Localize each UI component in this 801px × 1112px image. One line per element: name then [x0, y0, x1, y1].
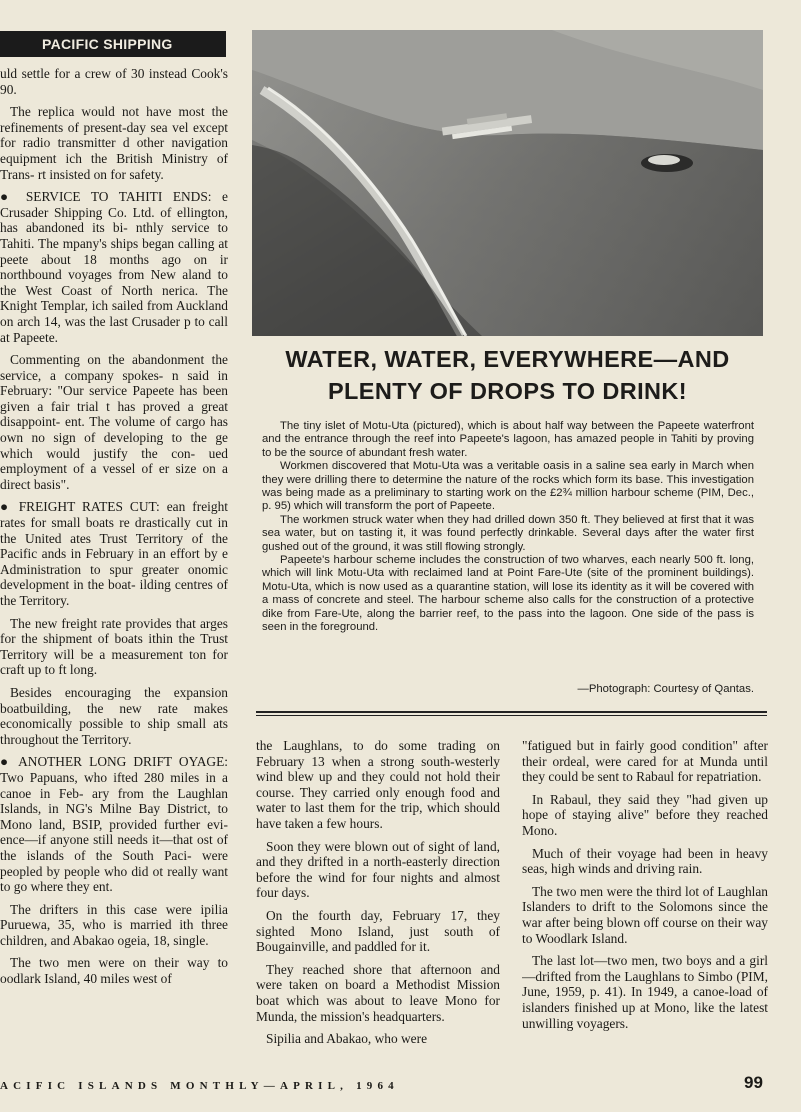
left-paragraph: Commenting on the abandonment the service, a company spokes- n said in February: "Our service Papeete has been given a fair trial t has proved a great disappoint- ent. The volume of cargo has own no sign of developing to the ge which would justify the con- ued employment of a vessel of er size on a direct basis".: [0, 352, 228, 492]
caption-paragraph: The tiny islet of Motu-Uta (pictured), which is about half way between the Papeete waterfront and the entrance through the reef into Papeete's lagoon, has amazed people in Tahiti by proving to be the source of abundant fresh water.: [262, 420, 754, 459]
middle-paragraph: Soon they were blown out of sight of land, and they drifted in a north-easterly direction before the wind for four nights and almost four days.: [256, 838, 500, 901]
aerial-photo-image: [252, 30, 763, 336]
caption-paragraph: Papeete's harbour scheme includes the construction of two wharves, each nearly 500 ft. long, which will link Motu-Uta with reclaimed land at Point Fare-Ute (site of the prominent buildings). Motu-Uta, which is now used as a quarantine station, will lose its identity as it will be covered with a mass of concrete and steel. The harbour scheme also calls for the construction of a protective dike from Fare-Ute, along the barrier reef, to the pass into the lagoon. One side of the pass is seen in the foreground.: [262, 554, 754, 634]
left-paragraph: The two men were on their way to oodlark Island, 40 miles west of: [0, 955, 228, 987]
left-paragraph: The new freight rate provides that arges for the shipment of boats ithin the Trust Territory will be a measurement ton for craft up to ft long.: [0, 615, 228, 678]
caption-paragraph: The workmen struck water when they had drilled down 350 ft. They believed at first that it was sea water, but on tasting it, it was found perfectly drinkable. Several days after the water first gushed out of the ground, it was still flowing strongly.: [262, 513, 754, 553]
divider-rule: [256, 711, 767, 713]
right-paragraph: The last lot—two men, two boys and a girl—drifted from the Laughlans to Simbo (PIM, June, 1959, p. 41). In 1949, a canoe-load of islanders finished up at Mono, like the latest unwilling voyagers.: [522, 953, 768, 1031]
page-number: 99: [744, 1073, 763, 1092]
right-paragraph: "fatigued but in fairly good condition" after their ordeal, were cared for at Munda until they could be sent to Rabaul for repatriation.: [522, 738, 768, 785]
middle-paragraph: On the fourth day, February 17, they sighted Mono Island, just south of Bougainville, and paddled for it.: [256, 907, 500, 955]
right-paragraph: Much of their voyage had been in heavy seas, high winds and driving rain.: [522, 845, 768, 877]
photo-caption: [262, 420, 754, 635]
left-column: [0, 66, 228, 1074]
left-paragraph: The replica would not have most the refinements of present-day sea vel except for radio transmitter d other navigation equipment ich the British Ministry of Trans- rt insisted on for safety.: [0, 104, 228, 182]
headline-line: WATER, WATER, EVERYWHERE—AND: [285, 346, 730, 372]
middle-paragraph: Sipilia and Abakao, who were: [266, 1031, 428, 1047]
left-paragraph: ● SERVICE TO TAHITI ENDS: e Crusader Shipping Co. Ltd. of ellington, has abandoned its bi- nthly service to Tahiti. The mpany's ships began calling at peete about 18 months ago on ir northbound voyages from New aland to the West Coast of North nerica. The Knight Templar, ich sailed from Auckland on arch 14, was the last Crusader p to call at Papeete.: [0, 189, 228, 345]
left-paragraph: ● FREIGHT RATES CUT: ean freight rates for small boats re drastically cut in the United ates Trust Territory of the Pacific ands in February in an effort by e Administration to spur greater onomic development in the boat- ilding centres of the Territory.: [0, 499, 228, 608]
article-headline: [252, 343, 763, 407]
middle-column: [256, 738, 500, 1068]
middle-paragraph: They reached shore that afternoon and were taken on board a Methodist Mission boat which was about to leave Mono for Munda, the mission's headquarters.: [256, 961, 500, 1024]
footer-publication: ACIFIC ISLANDS MONTHLY—APRIL, 1964: [0, 1080, 399, 1092]
aerial-photo: [252, 30, 763, 336]
left-paragraph: The drifters in this case were ipilia Puruewa, 35, who is married ith three children, and Abakao ogeia, 18, single.: [0, 901, 228, 948]
right-paragraph: The two men were the third lot of Laughlan Islanders to drift to the Solomons since the war after being blown off course on their way to Woodlark Island.: [522, 883, 768, 946]
right-paragraph: In Rabaul, they said they "had given up hope of staying alive" before they reached Mono.: [522, 791, 768, 838]
headline-line: PLENTY OF DROPS TO DRINK!: [327, 378, 688, 404]
section-header: PACIFIC SHIPPING: [0, 31, 226, 57]
right-column: [522, 738, 768, 1068]
left-paragraph: uld settle for a crew of 30 instead Cook's 90.: [0, 66, 228, 97]
left-paragraph: Besides encouraging the expansion boatbuilding, the new rate makes economically possible to ship small ats throughout the Territory.: [0, 684, 228, 747]
photo-credit: —Photograph: Courtesy of Qantas.: [577, 683, 754, 695]
middle-paragraph: the Laughlans, to do some trading on February 13 when a strong south-westerly wind blew up and they could not hold their course. They carried only enough food and water to last them for the trip, which should have taken a few hours.: [256, 738, 500, 831]
left-paragraph: ● ANOTHER LONG DRIFT OYAGE: Two Papuans, who ifted 280 miles in a canoe in Feb- ary from the Laughlan Islands, in NG's Milne Bay District, to Mono land, BSIP, provided further evi- ence—if anyone still needs it—that ost of the islands of the South Paci- were peopled by people who did ot really want to go where they ent.: [0, 754, 228, 895]
caption-paragraph: Workmen discovered that Motu-Uta was a veritable oasis in a saline sea early in March when they were drilling there to determine the nature of the rocks which form its base. This investigation was being made as a preliminary to starting work on the £2¾ million harbour scheme (PIM, Dec., p. 95) which will transform the port of Papeete.: [262, 460, 754, 513]
divider-rule: [256, 715, 767, 716]
